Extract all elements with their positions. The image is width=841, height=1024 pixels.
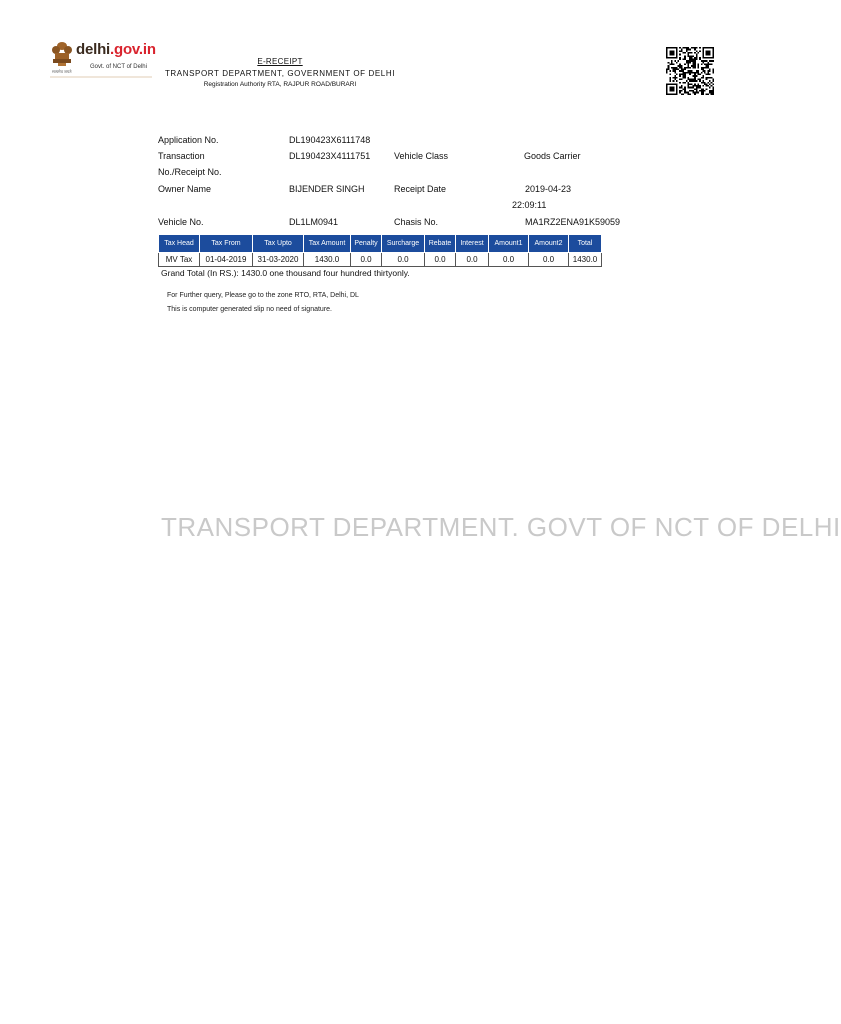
vehicle-no-label: Vehicle No. <box>158 217 204 227</box>
delhi-gov-logo <box>50 40 156 76</box>
further-query-note: For Further query, Please go to the zone RTO, RTA, Delhi, DL <box>167 292 359 299</box>
table-header-cell: Total <box>569 235 602 253</box>
logo-underline <box>50 76 152 78</box>
logo-text: delhi.gov.in <box>76 41 156 58</box>
computer-generated-note: This is computer generated slip no need of signature. <box>167 306 332 313</box>
table-cell: 0.0 <box>489 253 529 267</box>
table-header-cell: Amount1 <box>489 235 529 253</box>
table-cell: 0.0 <box>529 253 569 267</box>
receipt-time-value: 22:09:11 <box>512 200 547 210</box>
logo-tagline: Govt. of NCT of Delhi <box>90 64 147 70</box>
receipt-header <box>160 57 400 88</box>
table-cell: MV Tax <box>159 253 200 267</box>
vehicle-class-label: Vehicle Class <box>394 151 449 161</box>
table-header-cell: Tax Amount <box>304 235 351 253</box>
table-cell: 31-03-2020 <box>253 253 304 267</box>
receipt-date-value: 2019-04-23 <box>525 184 572 194</box>
table-header-cell: Surcharge <box>382 235 425 253</box>
receipt-title: E-RECEIPT <box>257 57 303 66</box>
department-name: TRANSPORT DEPARTMENT, GOVERNMENT OF DELHI <box>164 69 396 78</box>
receipt-no-label: No./Receipt No. <box>158 167 222 177</box>
table-cell: 01-04-2019 <box>200 253 253 267</box>
table-header-cell: Tax From <box>200 235 253 253</box>
table-cell: 0.0 <box>382 253 425 267</box>
table-row <box>159 253 602 267</box>
table-cell: 0.0 <box>351 253 382 267</box>
table-header-cell: Interest <box>456 235 489 253</box>
table-cell: 1430.0 <box>304 253 351 267</box>
tax-table <box>158 234 602 267</box>
vehicle-no-value: DL1LM0941 <box>289 217 339 227</box>
table-header-cell: Rebate <box>425 235 456 253</box>
tax-table-header-row <box>159 235 602 253</box>
logo-motto: सत्यमेव जयते <box>52 69 72 74</box>
table-header-cell: Tax Upto <box>253 235 304 253</box>
application-no-value: DL190423X6111748 <box>289 135 371 145</box>
chassis-no-value: MA1RZ2ENA91K59059 <box>525 217 621 227</box>
vehicle-class-value: Goods Carrier <box>524 151 581 161</box>
transaction-value: DL190423X4111751 <box>289 151 371 161</box>
registration-authority: Registration Authority RTA, RAJPUR ROAD/BURARI <box>203 81 357 88</box>
table-cell: 0.0 <box>425 253 456 267</box>
table-header-cell: Tax Head <box>159 235 200 253</box>
table-header-cell: Amount2 <box>529 235 569 253</box>
receipt-date-label: Receipt Date <box>394 184 447 194</box>
application-no-label: Application No. <box>158 135 219 145</box>
chassis-no-label: Chasis No. <box>394 217 439 227</box>
grand-total: Grand Total (In RS.): 1430.0 one thousand four hundred thirtyonly. <box>161 268 410 278</box>
owner-name-label: Owner Name <box>158 184 212 194</box>
table-cell: 1430.0 <box>569 253 602 267</box>
table-cell: 0.0 <box>456 253 489 267</box>
owner-name-value: BIJENDER SINGH <box>289 184 365 194</box>
transaction-label: Transaction <box>158 151 205 161</box>
table-header-cell: Penalty <box>351 235 382 253</box>
watermark-text: TRANSPORT DEPARTMENT. GOVT OF NCT OF DELHI <box>161 512 841 542</box>
qr-code-icon <box>666 47 714 95</box>
